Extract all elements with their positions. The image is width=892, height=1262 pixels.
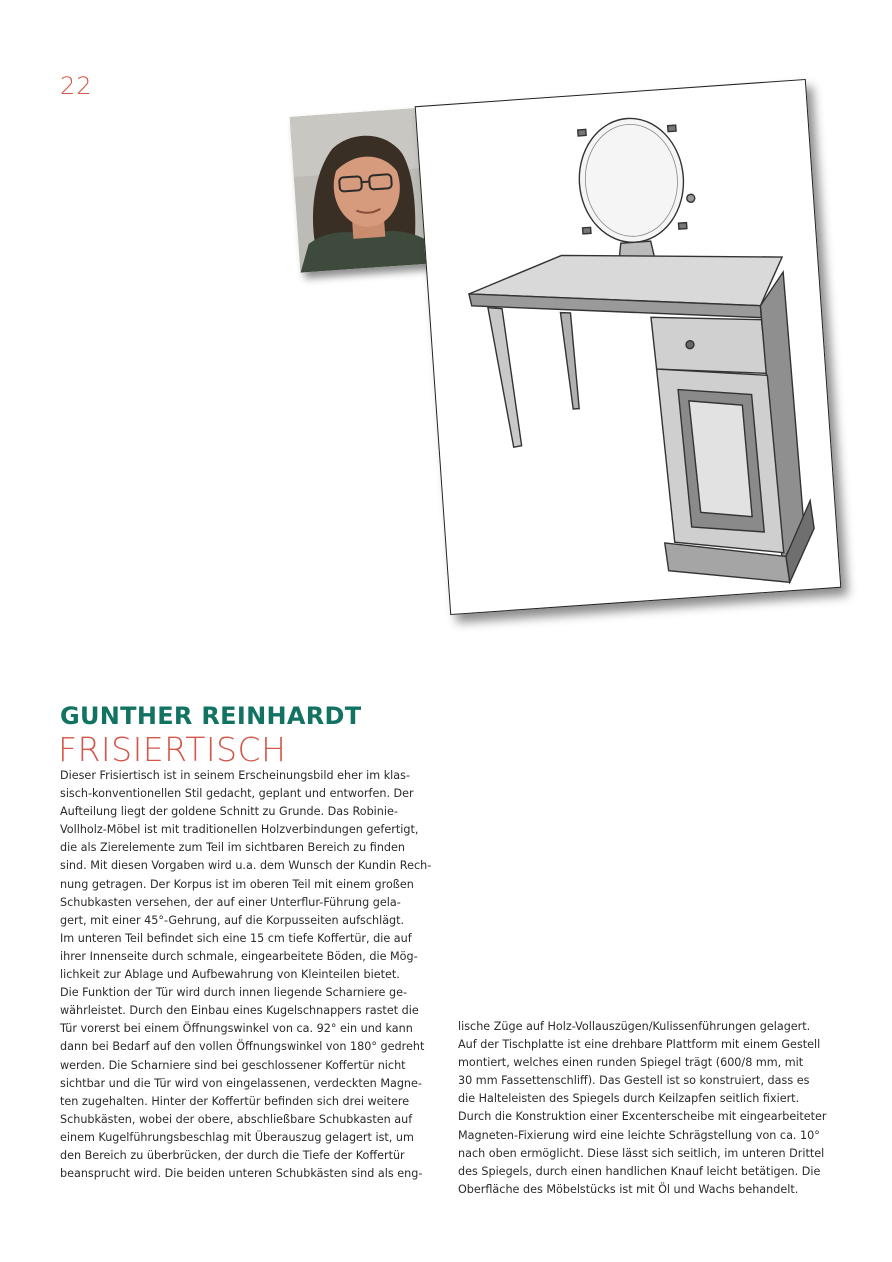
body-line: des Spiegels, durch einen handlichen Knauf leicht betätigen. Die — [458, 1164, 821, 1178]
body-line: Vollholz-Möbel ist mit traditionellen Holzverbindungen gefertigt, — [60, 823, 419, 837]
body-line: sichtbar und die Tür wird von eingelassenen, verdeckten Magne- — [60, 1076, 422, 1090]
body-line: lische Züge auf Holz-Vollauszügen/Kulissenführungen gelagert. — [458, 1020, 811, 1033]
body-line: sind. Mit diesen Vorgaben wird u.a. dem Wunsch der Kundin Rech- — [60, 859, 432, 873]
body-line: werden. Die Scharniere sind bei geschlossener Koffertür nicht — [60, 1058, 406, 1072]
body-line: nach oben ermöglicht. Diese lässt sich seitlich, im unteren Drittel — [458, 1146, 825, 1160]
body-text-right-column — [458, 1018, 842, 1199]
body-text-left-column — [60, 767, 440, 1183]
body-line: ten zugehalten. Hinter der Koffertür befinden sich drei weitere — [60, 1094, 410, 1108]
body-line: sisch-konventionellen Stil gedacht, geplant und entworfen. Der — [60, 787, 414, 801]
body-line: 30 mm Fassettenschliff). Das Gestell ist so konstruiert, dass es — [458, 1074, 810, 1088]
body-line: Dieser Frisiertisch ist in seinem Erscheinungsbild eher im klas- — [60, 769, 411, 782]
body-line: dann bei Bedarf auf den vollen Öffnungswinkel von 180° gedreht — [60, 1040, 425, 1054]
body-line: Die Funktion der Tür wird durch innen liegende Scharniere ge- — [60, 986, 408, 1000]
body-line: die als Zierelemente zum Teil im sichtbaren Bereich zu finden — [60, 841, 405, 855]
body-line: Magneten-Fixierung wird eine leichte Schrägstellung von ca. 10° — [458, 1128, 820, 1142]
body-line: Auf der Tischplatte ist eine drehbare Plattform mit einem Gestell — [458, 1038, 821, 1052]
body-line: Tür vorerst bei einem Öffnungswinkel von ca. 92° ein und kann — [60, 1022, 413, 1036]
body-line: Schubkästen, wobei der obere, abschließbare Schubkasten auf — [60, 1112, 413, 1126]
body-line: beansprucht wird. Die beiden unteren Schubkästen sind als eng- — [60, 1167, 423, 1181]
body-line: Oberfläche des Möbelstücks ist mit Öl und Wachs behandelt. — [458, 1182, 799, 1196]
page-number: 22 — [60, 72, 93, 100]
body-line: Schubkasten versehen, der auf einer Unterflur-Führung gela- — [60, 895, 401, 909]
body-line: Durch die Konstruktion einer Excenterscheibe mit eingearbeiteter — [458, 1110, 827, 1124]
body-line: Aufteilung liegt der goldene Schnitt zu Grunde. Das Robinie- — [60, 805, 398, 819]
body-line: lichkeit zur Ablage und Aufbewahrung von Kleinteilen bietet. — [60, 968, 400, 982]
body-line: die Halteleisten des Spiegels durch Keilzapfen seitlich fixiert. — [458, 1092, 800, 1106]
piece-title: FRISIERTISCH — [58, 730, 287, 769]
body-line: den Bereich zu überbrücken, der durch die Tiefe der Koffertür — [60, 1148, 405, 1162]
body-line: währleistet. Durch den Einbau eines Kugelschnappers rastet die — [60, 1004, 419, 1018]
dressing-table-sketch — [415, 79, 842, 615]
body-line: nung getragen. Der Korpus ist im oberen Teil mit einem großen — [60, 877, 414, 891]
body-line: gert, mit einer 45°-Gehrung, auf die Korpusseiten aufschlägt. — [60, 913, 405, 927]
body-line: ihrer Innenseite durch schmale, eingearbeitete Böden, die Mög- — [60, 949, 418, 963]
body-line: einem Kugelführungsbeschlag mit Überauszug gelagert ist, um — [60, 1130, 414, 1144]
body-line: Im unteren Teil befindet sich eine 15 cm tiefe Koffertür, die auf — [60, 931, 412, 945]
body-line: montiert, welches einen runden Spiegel trägt (600/8 mm, mit — [458, 1056, 804, 1070]
author-name: GUNTHER REINHARDT — [60, 702, 362, 730]
